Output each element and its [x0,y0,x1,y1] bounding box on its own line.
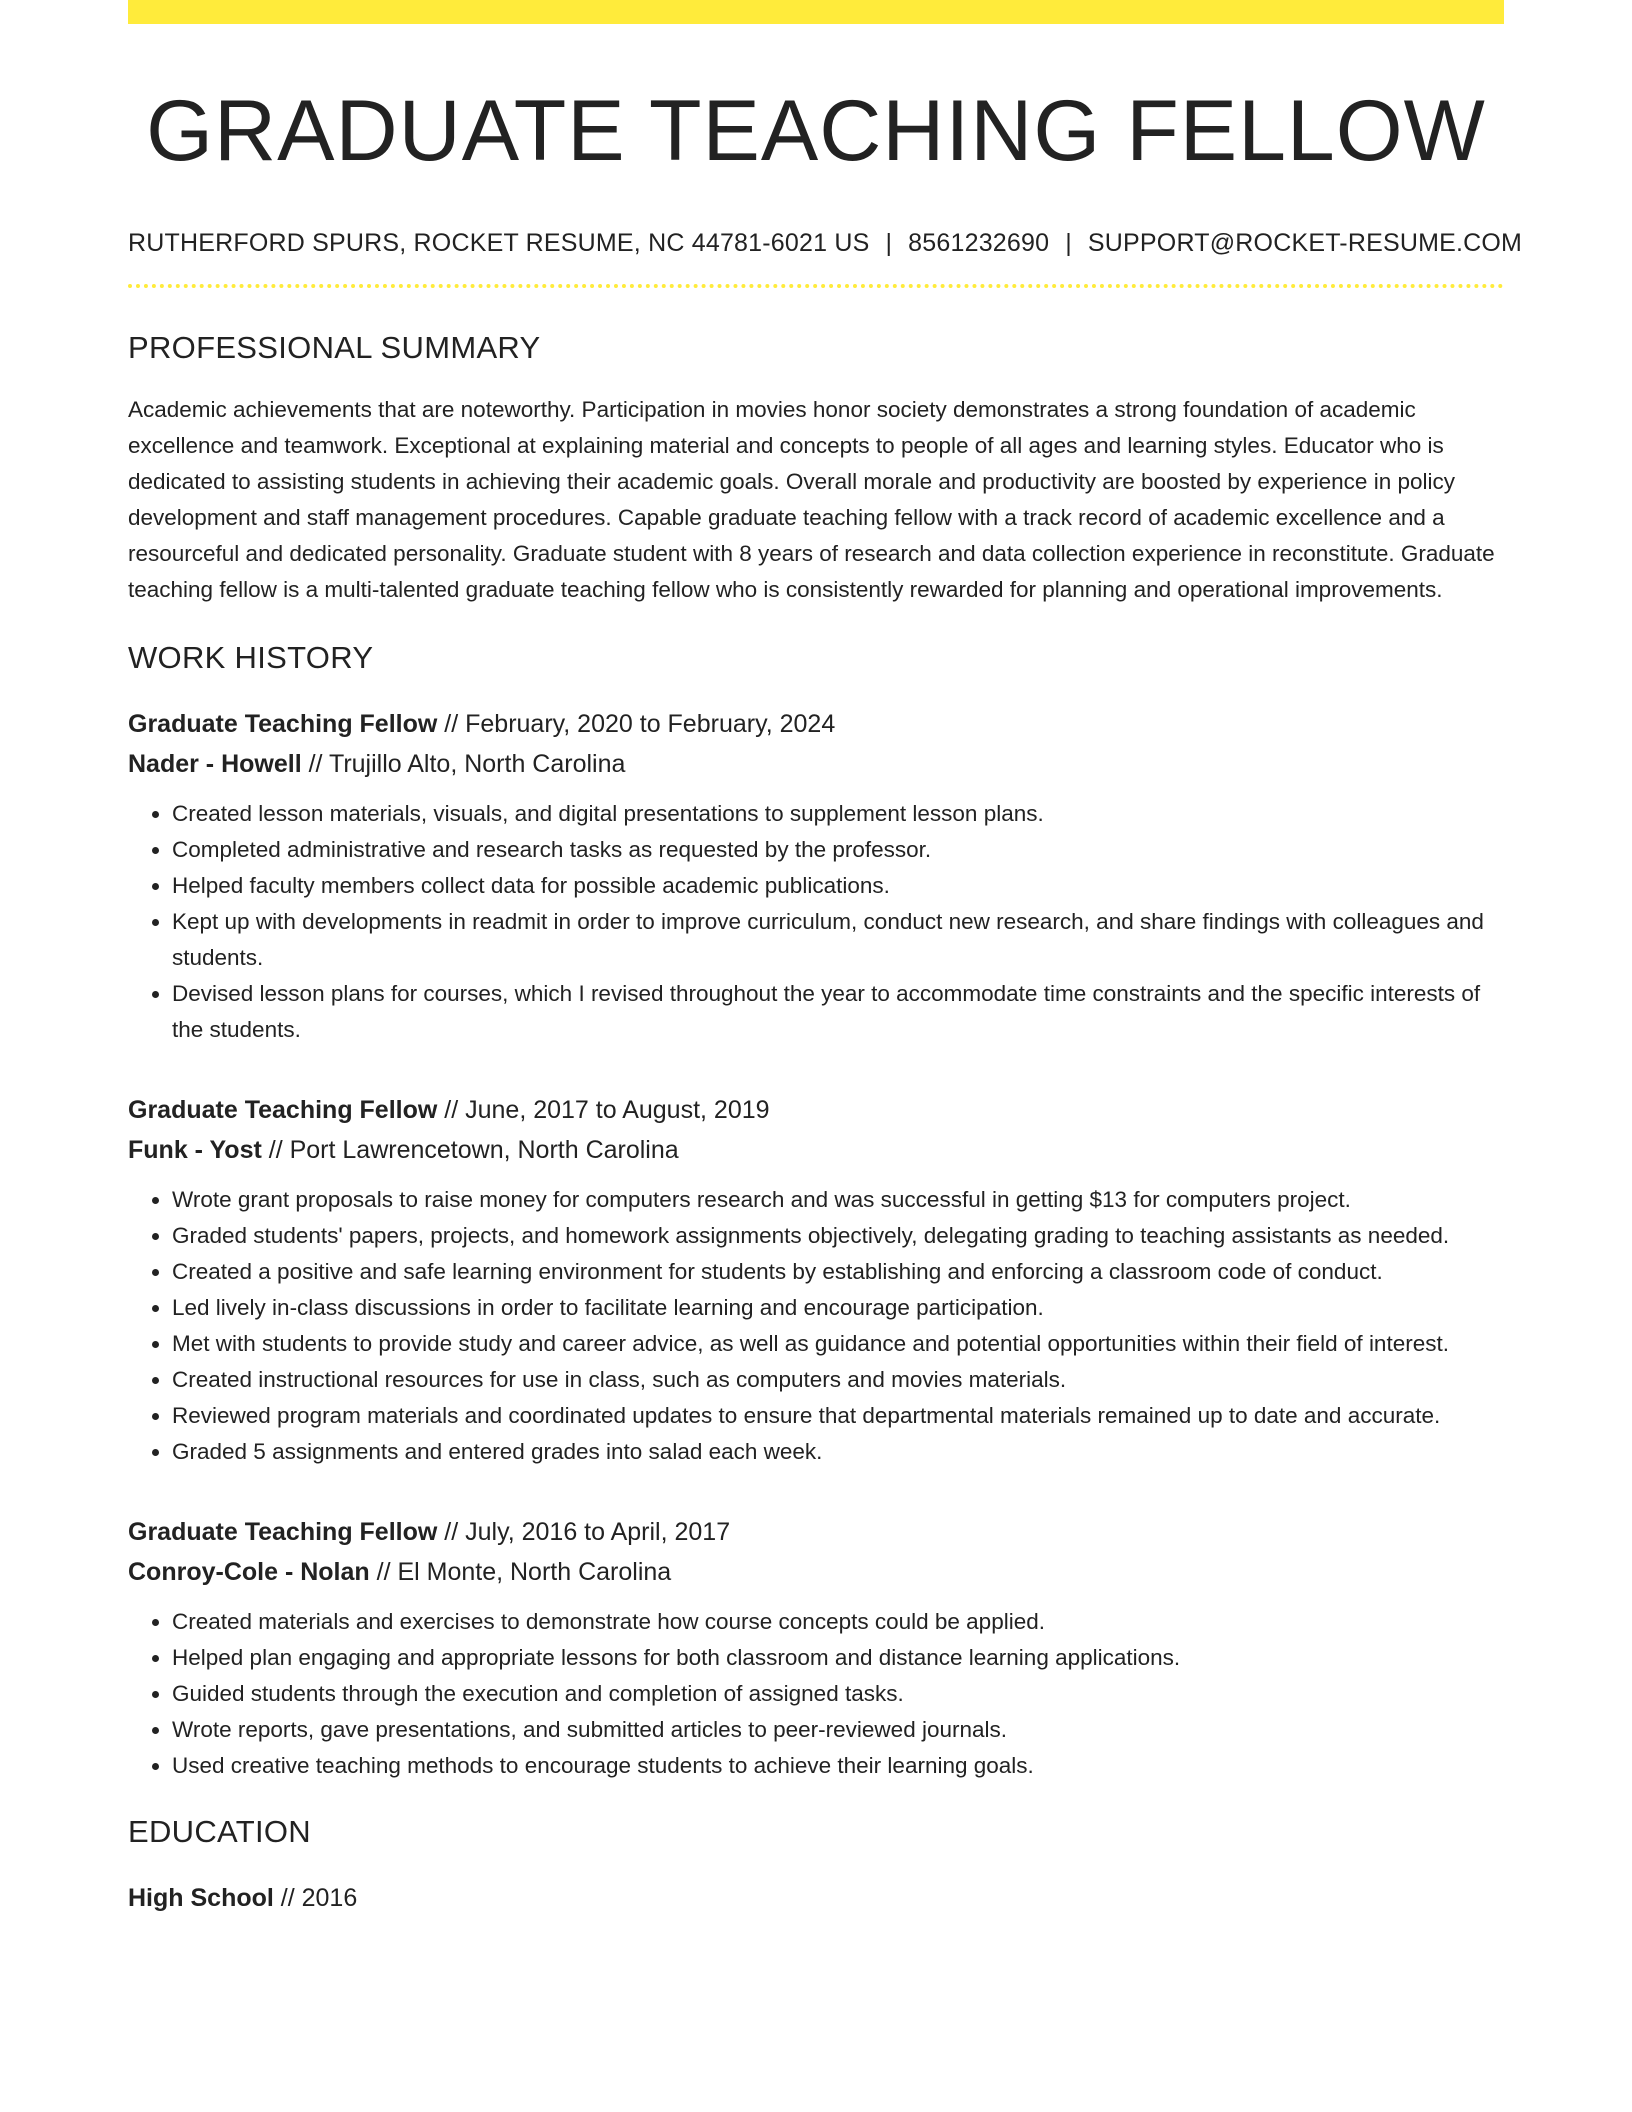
job-bullet: • Helped plan engaging and appropriate lessons for both classroom and distance learning applications. [172,1640,1504,1676]
job-title-line [128,1090,1504,1130]
job-bullet-list [128,1604,1504,1784]
summary-text: Academic achievements that are noteworthy. Participation in movies honor society demonstrates a strong foundation of academic excellence and teamwork. Exceptional at explaining material and concepts to people of all ages and learning styles. Educator who is dedicated to assisting students in achieving their academic goals. Overall morale and productivity are boosted by experience in policy development and staff management procedures. Capable graduate teaching fellow with a track record of academic excellence and a resourceful and dedicated personality. Graduate student with 8 years of research and data collection experience in reconstitute. Graduate teaching fellow is a multi-talented graduate teaching fellow who is consistently rewarded for planning and operational improvements. [128,396,1495,602]
job-company-line [128,744,1504,784]
job-role: Graduate Teaching Fellow [128,1095,438,1124]
job-bullet: • Completed administrative and research tasks as requested by the professor. [172,832,1504,868]
job-bullet-list [128,796,1504,1048]
contact-line [128,228,1523,258]
job-bullet: • Graded students' papers, projects, and homework assignments objectively, delegating grading to teaching assistants as needed. [172,1218,1504,1254]
job-title-line [128,1512,1504,1552]
job-bullet: • Wrote grant proposals to raise money for computers research and was successful in getting $13 for computers project. [172,1182,1504,1218]
accent-top-bar [128,0,1504,24]
education-entry [128,1878,1504,1918]
resume-name-title: GRADUATE TEACHING FELLOW [146,83,1486,179]
work-history-heading: WORK HISTORY [128,639,374,675]
contact-email: SUPPORT@ROCKET-RESUME.COM [1087,228,1523,257]
job-company-line [128,1130,1504,1170]
job-bullet: • Kept up with developments in readmit in order to improve curriculum, conduct new research, and share findings with colleagues and students. [172,904,1504,976]
job-company-line [128,1552,1504,1592]
job-location: // Trujillo Alto, North Carolina [301,749,626,778]
job-location: // El Monte, North Carolina [369,1557,672,1586]
resume-page [128,0,1523,1918]
job-company: Conroy-Cole - Nolan [128,1557,370,1586]
job-dates: // July, 2016 to April, 2017 [437,1517,731,1546]
job-bullet: • Used creative teaching methods to encourage students to achieve their learning goals. [172,1748,1504,1784]
job-bullet-list [128,1182,1504,1470]
job-entry [128,704,1504,1048]
job-bullet: • Created materials and exercises to demonstrate how course concepts could be applied. [172,1604,1504,1640]
job-role: Graduate Teaching Fellow [128,709,438,738]
contact-separator: | [1065,228,1072,257]
job-bullet: • Led lively in-class discussions in order to facilitate learning and encourage participation. [172,1290,1504,1326]
job-bullet: • Met with students to provide study and career advice, as well as guidance and potential opportunities within their field of interest. [172,1326,1504,1362]
dotted-divider [128,284,1504,288]
job-dates: // June, 2017 to August, 2019 [437,1095,770,1124]
job-bullet: • Guided students through the execution and completion of assigned tasks. [172,1676,1504,1712]
job-entry [128,1512,1504,1784]
summary-heading: PROFESSIONAL SUMMARY [128,329,541,365]
contact-phone: 8561232690 [908,228,1050,257]
job-bullet: • Reviewed program materials and coordinated updates to ensure that departmental materials remained up to date and accurate. [172,1398,1504,1434]
job-bullet: • Devised lesson plans for courses, which I revised throughout the year to accommodate time constraints and the specific interests of the students. [172,976,1504,1048]
education-degree: High School [128,1883,274,1912]
education-heading: EDUCATION [128,1813,311,1849]
job-company: Nader - Howell [128,749,302,778]
education-year: // 2016 [273,1883,358,1912]
job-dates: // February, 2020 to February, 2024 [437,709,836,738]
job-bullet: • Helped faculty members collect data for possible academic publications. [172,868,1504,904]
job-role: Graduate Teaching Fellow [128,1517,438,1546]
job-bullet: • Graded 5 assignments and entered grades into salad each week. [172,1434,1504,1470]
job-bullet: • Wrote reports, gave presentations, and submitted articles to peer-reviewed journals. [172,1712,1504,1748]
contact-separator: | [885,228,893,257]
job-bullet: • Created lesson materials, visuals, and digital presentations to supplement lesson plans. [172,796,1504,832]
job-bullet: • Created instructional resources for use in class, such as computers and movies materials. [172,1362,1504,1398]
contact-address: RUTHERFORD SPURS, ROCKET RESUME, NC 44781-6021 US [128,228,870,257]
job-title-line [128,704,1504,744]
job-location: // Port Lawrencetown, North Carolina [261,1135,679,1164]
job-company: Funk - Yost [128,1135,262,1164]
job-entry [128,1090,1504,1470]
job-bullet: • Created a positive and safe learning environment for students by establishing and enforcing a classroom code of conduct. [172,1254,1504,1290]
